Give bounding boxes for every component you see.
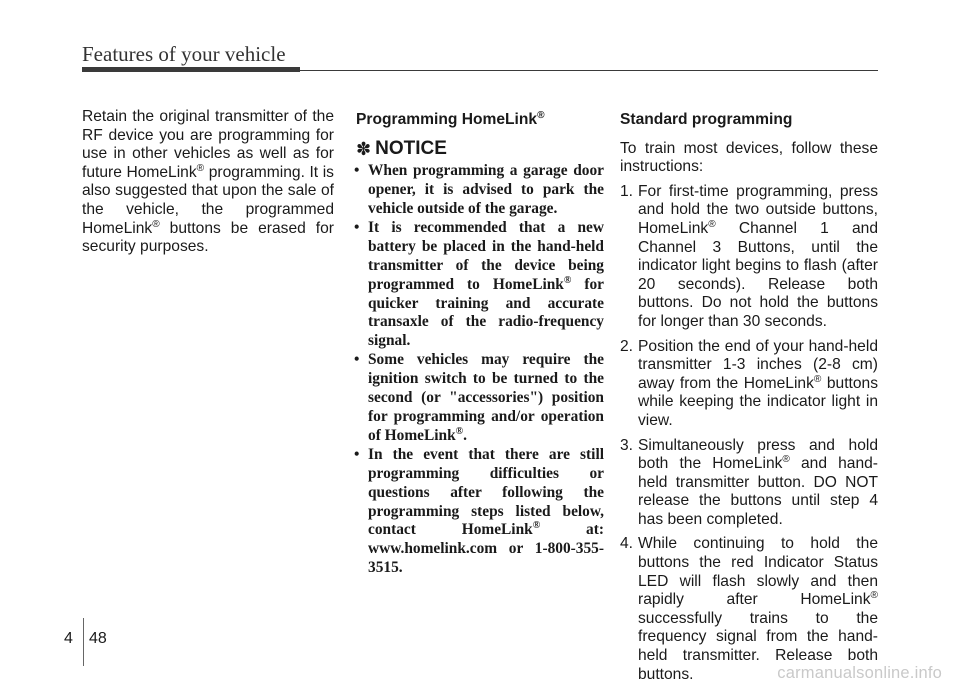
footer-divider — [83, 618, 84, 666]
step-item — [620, 535, 878, 684]
step-item — [620, 338, 878, 431]
notice-heading — [356, 137, 604, 159]
column-retain — [82, 108, 334, 257]
step-number: 4. — [620, 535, 634, 553]
step-text: For first-time programming, press and hold the two outside buttons, HomeLink® Channel 1 and Channel 3 Buttons, until the indicator light begins to flash (after 20 seconds). Release both buttons. Do not hold the buttons for longer than 30 seconds. — [638, 182, 878, 330]
watermark: carmanualsonline.info — [777, 664, 942, 682]
step-text: Simultaneously press and hold both the HomeLink® and hand-held transmitter button. DO NOT release the buttons until step 4 has been completed. — [638, 436, 878, 528]
retain-paragraph: Retain the original transmitter of the RF device you are programming for use in other vehicles as well as for future HomeLink® programming. It is also suggested that upon the sale of the vehicle, the programmed HomeLink® buttons be erased for security purposes. — [82, 108, 334, 256]
notice-label: NOTICE — [375, 137, 447, 159]
notice-item: • It is recommended that a new battery be placed in the hand-held transmitter of the device being programmed to HomeLink® for quicker training and accurate transaxle of the radio-frequency signal. — [356, 219, 604, 351]
step-number: 1. — [620, 182, 634, 200]
notice-list — [356, 162, 604, 578]
step-text: While continuing to hold the buttons the red Indicator Status LED will flash slowly and then rapidly after HomeLink® successfully trains to the frequency signal from the hand-held transmitter. Release both buttons. — [638, 535, 878, 683]
step-number: 2. — [620, 337, 634, 355]
column-standard — [620, 111, 878, 690]
section-title: Features of your vehicle — [82, 42, 286, 66]
notice-icon: ✽ — [356, 138, 372, 159]
page-number: 48 — [89, 630, 107, 647]
step-item — [620, 437, 878, 530]
programming-heading-text: Programming HomeLink — [356, 111, 538, 128]
standard-heading: Standard programming — [620, 111, 793, 128]
step-number: 3. — [620, 436, 634, 454]
header-bar — [82, 67, 300, 72]
notice-item: • When programming a garage door opener, it is advised to park the vehicle outside of the garage. — [356, 162, 604, 219]
step-text: Position the end of your hand-held transmitter 1-3 inches (2-8 cm) away from the HomeLink® buttons while keeping the indicator light in view. — [638, 337, 879, 429]
column-programming — [356, 111, 604, 578]
notice-item: • In the event that there are still programming difficulties or questions after following the programming steps listed below, contact HomeLink® at: www.homelink.com or 1-800-355-3515. — [356, 446, 604, 578]
header-rule — [300, 70, 878, 71]
programming-heading — [356, 111, 604, 130]
standard-intro: To train most devices, follow these instructions: — [620, 139, 878, 176]
steps-list — [620, 183, 878, 684]
chapter-number: 4 — [64, 630, 73, 647]
step-item — [620, 183, 878, 332]
notice-item: • Some vehicles may require the ignition switch to be turned to the second (or "accessories") position for programming and/or operation of HomeLink®. — [356, 351, 604, 446]
registered-mark: ® — [537, 109, 545, 121]
